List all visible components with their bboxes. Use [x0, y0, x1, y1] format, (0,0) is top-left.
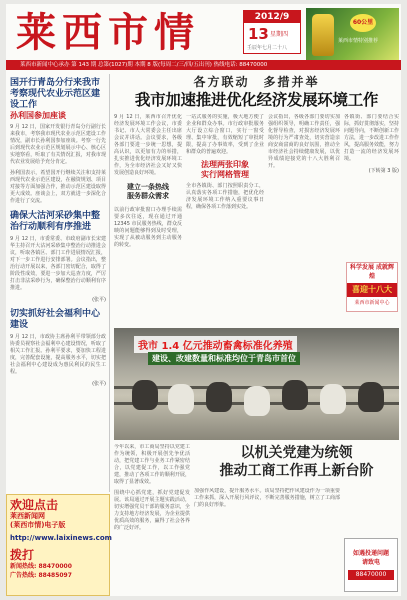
newspaper-title: 莱西市情 — [16, 9, 200, 56]
date-weekday: 星期四 — [270, 31, 289, 38]
top-advertisement[interactable] — [306, 8, 399, 60]
left-paragraph-4: 9 月 12 日，市政协主席孙利平带领部分政协委员视察社会福利中心建设情况，听取了相关工作汇报。孙利平要求，要加快工程进度，完善配套设施，提高服务水平，切实把社会福利中心建设成为惠民利民的民生工程。 — [10, 334, 106, 375]
left-headline-1[interactable]: 国开行青岛分行来我市考察现代农业示范区建设工作 — [10, 78, 101, 110]
lead-story-kicker: 各方联动 多措并举 — [193, 75, 320, 89]
left-paragraph-1: 9 月 12 日，国家开发银行青岛分行副行长来我市，考察我市现代农业示范区建设工作情况，副市长孙利国参加座谈。考察一行先后到现代农业示范区规划展示中心、核心区实地察看，听取了有关情况汇报，对我市现代农业发展给予充分肯定。 — [10, 124, 106, 165]
left-paragraph-2: 孙利国表示，希望国开行继续关注和支持莱西现代农业示范区建设，在融资规划、项目对接等方面加强合作，推动示范区建设取得更大成效。座谈会上，双方就进一步深化合作进行了交流。 — [10, 170, 106, 204]
delivery-notice-text: 如遇投递问题 请致电 — [352, 550, 389, 566]
left-headline-3[interactable]: 切实抓好社会福利中心建设 — [10, 309, 101, 330]
lead-col1-text-b: 以前行政审批窗口办理手续需要多次往返，现在通过开通 12345 市民服务热线，群众反映的问题能够得到及时受理，实现了从被动服务到主动服务的转变。 — [114, 207, 182, 248]
promo-title: 欢迎点击 — [10, 498, 59, 512]
date-lunar: 壬辰年七月二十八 — [247, 45, 288, 51]
masthead-title-box — [16, 10, 236, 56]
cattle-farm-photo — [114, 328, 399, 440]
ad-badge: 60公里 — [350, 14, 376, 32]
second-column-2 — [194, 488, 340, 594]
cow-image — [358, 382, 384, 412]
second-col2-text: 围绕中心抓党建，抓好党建促发展。该局通过开展主题实践活动，切实增强党员干部的服务意识，全力支持地方经济发展，为企业提供优质高效的服务，赢得了社会各界的广泛好评。 — [114, 490, 190, 531]
lead-col4-source: (下转第 3 版) — [368, 168, 399, 174]
cow-image — [282, 380, 308, 410]
lead-col3-text: 会议指出，各级各部门要切实加强组织领导，明确工作责任，强化督导检查，对损害经济发展环境的行为严肃查处，切实营造亲商安商富商的良好氛围，推动全市经济社会持续健康发展，以优异成绩迎接党的十八大胜利召开。 — [268, 114, 340, 169]
cow-image — [320, 384, 346, 414]
lead-col4-text: 各镇街、部门要结合实际，抓好贯彻落实，坚持问题导向，不断创新工作方法，进一步改进工作作风，提高服务效能，努力打造一流的经济发展环境。 — [344, 114, 399, 162]
oil-bottle-image — [312, 14, 334, 56]
photo-subheadline: 建设、改建数量和标准均位于青岛市首位 — [148, 352, 300, 365]
cow-image — [168, 384, 194, 414]
ad-text: 莱西市情特别推荐 — [338, 38, 379, 44]
cow-image — [132, 380, 158, 410]
banner-sub-text: 莱西市新闻中心 — [354, 300, 390, 306]
cow-image — [244, 386, 270, 416]
lead-col1-subhead: 建立一条热线 服务群众需求 — [127, 183, 169, 200]
date-box — [243, 10, 301, 54]
second-column-1 — [114, 444, 190, 594]
lead-column-1 — [114, 114, 182, 324]
left-source-1: (张平) — [92, 297, 106, 303]
date-year-month: 2012/9 — [244, 11, 300, 23]
left-source-2: (张平) — [92, 381, 106, 387]
delivery-notice-box — [344, 538, 398, 592]
banner-slogan: 科学发展 成就辉煌 — [347, 263, 397, 281]
cow-image — [206, 382, 232, 412]
party-congress-banner — [346, 262, 398, 312]
left-paragraph-3: 9 月 12 日，市委常委、市政府副市长宋建华主持召开大沽河采砂集中整治行动推进会议，听取各镇区、部门工作进展情况汇报，对下一步工作进行安排部署。会议指出，整治行动开展以来，各部门密切配合，取得了阶段性成效，要进一步加大巡查力度，严厉打击非法采砂行为，确保整治行动顺利有序推进。 — [10, 236, 106, 291]
second-col1-text: 今年以来，市工商局坚持以党建工作为统领，积极开展创先争优活动，把党建工作与业务工作紧密结合，以党建促工作，以工作强党建，推动了各项工作的顺利开展，取得了显著成效。 — [114, 444, 190, 485]
left-news-column — [6, 74, 110, 492]
left-subhead-1: 孙利国参加座谈 — [10, 111, 66, 120]
lead-column-4 — [344, 114, 399, 220]
promo-url-link[interactable]: http://www.laixinews.com — [10, 534, 112, 542]
ad-hotline: 广告热线: 88485097 — [10, 572, 72, 579]
second-story-headline-box — [194, 444, 399, 480]
banner-main-text: 喜迎十八大 — [347, 283, 397, 297]
second-story — [114, 444, 399, 594]
issue-info-bar: 莱西市新闻中心承办 第 143 期 总第(1027)期 本期 8 版(每周二/三/四/五出刊) 热线电话: 88470000 — [6, 60, 401, 70]
news-hotline: 新闻热线: 88470000 — [10, 563, 72, 570]
delivery-notice-phone: 88470000 — [348, 570, 394, 580]
lead-col2-text-b: 全市各镇街、部门按照职责分工，认真落实各项工作措施，把优化经济发展环境工作纳入重要议事日程，确保各项工作落到实处。 — [186, 183, 264, 210]
website-promo-box[interactable] — [6, 494, 110, 596]
lead-story-body — [114, 114, 399, 324]
second-story-headline-1[interactable]: 以机关党建为统领 — [240, 445, 353, 461]
second-story-headline-2[interactable]: 推动工商工作再上新台阶 — [219, 463, 374, 479]
left-headline-2[interactable]: 确保大沽河采砂集中整治行动顺利有序推进 — [10, 211, 101, 232]
promo-call-label: 拨打 — [10, 548, 35, 562]
lead-col2-subhead: 法理两张印象 实行网格管理 — [201, 160, 249, 179]
lead-col2-text: 一站式服务的实施，极大地方便了企业和群众办事。市行政审批服务大厅设立综合窗口，实行一窗受理、集中审批，有效缩短了审批时限，提高了办事效率，受到了企业和群众的普遍欢迎。 — [186, 114, 264, 155]
lead-col1-text: 9 月 12 日，莱西市召开优化经济发展环境工作会议，市委书记、市人大常委会主任出席会议并讲话。会议要求，各级各部门要进一步统一思想，提高认识，以更加有力的举措，扎实推进优化经济发展环境工作，为全市经济社会又好又快发展创造良好环境。 — [114, 114, 182, 176]
newspaper-page — [6, 4, 401, 596]
lead-column-2 — [186, 114, 264, 324]
promo-subtitle: 莱西新闻网 (莱西市情)电子版 — [10, 512, 66, 529]
lead-story-headline[interactable]: 我市加速推进优化经济发展环境工作 — [134, 91, 379, 109]
lead-column-3 — [268, 114, 340, 324]
second-col3-text: 加强作风建设，提升服务水平。该局坚持把作风建设作为一项重要工作来抓，深入开展行风评议，不断完善服务措施，树立了工商部门的良好形象。 — [194, 488, 340, 508]
photo-headline[interactable]: 我市 1.4 亿元推动畜禽标准化养殖 — [134, 336, 297, 353]
date-day: 13 — [248, 25, 269, 43]
main-news-column — [114, 74, 399, 594]
masthead — [6, 4, 401, 68]
